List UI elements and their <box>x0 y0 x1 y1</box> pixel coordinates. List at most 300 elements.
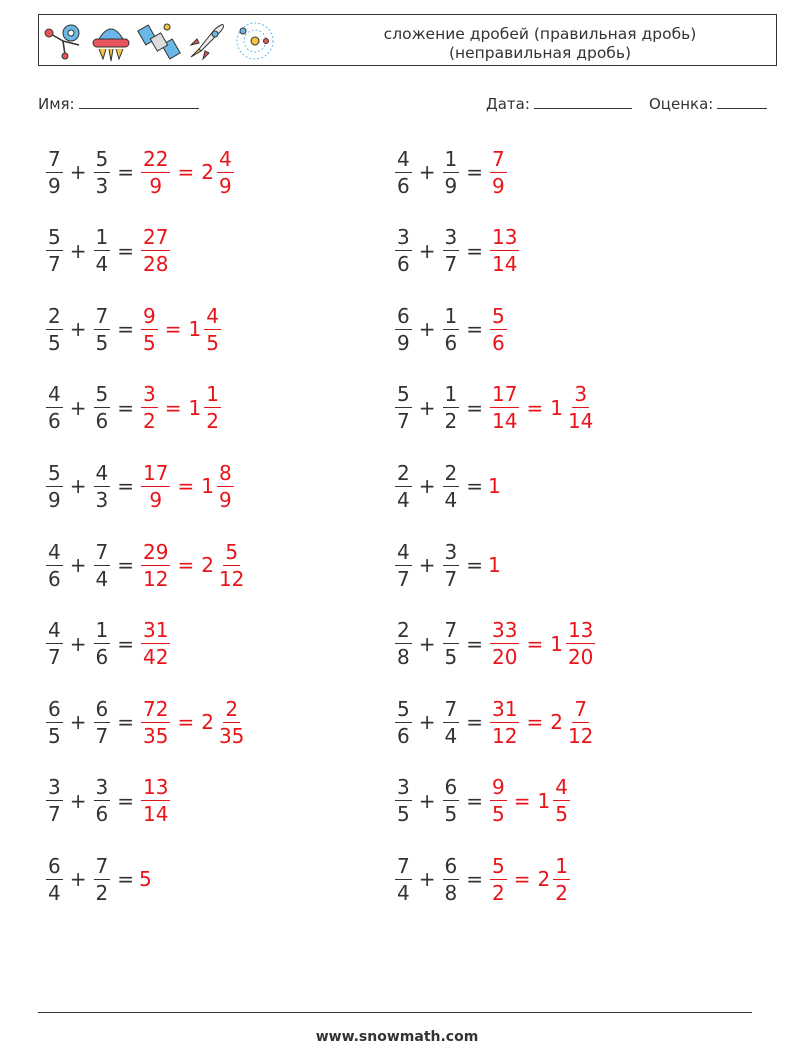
denominator: 2 <box>95 880 109 905</box>
denominator: 9 <box>218 173 232 198</box>
problem-item <box>44 692 248 752</box>
plus-sign: + <box>69 867 87 892</box>
problem-item <box>393 299 509 359</box>
mixed-whole-part: 2 <box>537 867 551 892</box>
fraction <box>443 854 460 905</box>
denominator: 12 <box>143 566 169 591</box>
numerator: 6 <box>397 303 410 328</box>
fraction <box>395 304 412 355</box>
fraction <box>490 775 507 826</box>
denominator: 9 <box>48 487 61 512</box>
numerator: 1 <box>444 146 458 171</box>
numerator: 2 <box>48 303 61 328</box>
answer-whole: 1 <box>488 474 501 499</box>
rocket-icon <box>185 19 229 63</box>
plus-sign: + <box>418 553 436 577</box>
name-field <box>38 94 199 113</box>
numerator: 9 <box>143 303 156 328</box>
problem-item <box>44 456 236 516</box>
fraction <box>141 225 170 276</box>
problem-item <box>393 142 509 202</box>
equals-sign: = <box>466 867 483 892</box>
fraction <box>443 461 460 512</box>
plus-sign: + <box>69 474 87 499</box>
numerator: 4 <box>95 460 109 485</box>
numerator: 4 <box>48 539 61 564</box>
fraction <box>443 382 460 433</box>
plus-sign: + <box>418 238 436 263</box>
numerator: 4 <box>555 775 568 800</box>
denominator: 20 <box>492 645 518 670</box>
fraction <box>395 618 412 669</box>
title-line-1: сложение дробей (правильная дробь) <box>383 25 697 43</box>
equals-sign: = <box>117 788 134 813</box>
denominator: 6 <box>492 330 505 355</box>
footer-url: www.snowmath.com <box>315 1029 479 1045</box>
answer-equals-sign: = <box>526 710 544 735</box>
numerator: 5 <box>48 460 61 485</box>
numerator: 5 <box>397 382 410 407</box>
equals-sign: = <box>117 553 134 577</box>
mixed-whole-part: 1 <box>188 317 202 342</box>
denominator: 3 <box>95 173 109 198</box>
denominator: 9 <box>492 173 505 198</box>
problem-item <box>393 535 501 595</box>
grade-label: Оценка: <box>649 95 714 113</box>
equals-sign: = <box>466 160 483 184</box>
numerator: 31 <box>492 696 518 721</box>
date-label: Дата: <box>486 95 530 113</box>
equals-sign: = <box>117 631 134 656</box>
denominator: 4 <box>48 880 61 905</box>
fraction <box>443 225 460 276</box>
fraction <box>566 382 595 433</box>
fraction <box>490 618 519 669</box>
problem-item <box>44 299 223 359</box>
plus-sign: + <box>418 160 436 184</box>
plus-sign: + <box>69 553 87 577</box>
fraction <box>566 618 595 669</box>
denominator: 5 <box>444 645 458 670</box>
problem-item <box>44 614 172 674</box>
fraction <box>46 854 63 905</box>
denominator: 4 <box>397 880 410 905</box>
mixed-whole-part: 1 <box>201 474 214 499</box>
fraction <box>94 775 111 826</box>
fraction <box>46 540 63 591</box>
fraction <box>566 697 595 748</box>
equals-sign: = <box>466 238 483 263</box>
numerator: 2 <box>444 460 458 485</box>
fraction <box>490 304 507 355</box>
numerator: 4 <box>48 382 61 407</box>
fraction <box>443 618 460 669</box>
numerator: 1 <box>95 225 109 250</box>
problem-item <box>393 378 597 438</box>
equals-sign: = <box>117 710 134 735</box>
fraction <box>141 147 170 198</box>
numerator: 5 <box>225 539 239 564</box>
grade-field <box>649 94 767 113</box>
numerator: 22 <box>143 146 169 171</box>
denominator: 5 <box>206 330 219 355</box>
solar-system-icon <box>233 19 277 63</box>
fraction <box>141 618 170 669</box>
denominator: 4 <box>444 723 458 748</box>
numerator: 7 <box>444 618 458 643</box>
denominator: 28 <box>143 252 169 277</box>
numerator: 4 <box>397 539 410 564</box>
problem-item <box>393 614 597 674</box>
fraction <box>94 461 111 512</box>
fraction <box>490 697 519 748</box>
numerator: 6 <box>444 853 458 878</box>
numerator: 3 <box>48 775 61 800</box>
numerator: 7 <box>95 539 109 564</box>
denominator: 9 <box>218 487 232 512</box>
mixed-whole-part: 1 <box>550 631 563 656</box>
numerator: 33 <box>492 618 518 643</box>
numerator: 2 <box>397 618 410 643</box>
numerator: 5 <box>397 696 410 721</box>
denominator: 7 <box>444 252 458 277</box>
denominator: 4 <box>397 487 410 512</box>
fraction <box>46 382 63 433</box>
numerator: 13 <box>143 775 169 800</box>
fraction <box>204 382 221 433</box>
satellite-icon <box>41 19 85 63</box>
denominator: 4 <box>95 566 109 591</box>
plus-sign: + <box>69 317 87 342</box>
equals-sign: = <box>117 238 134 263</box>
fraction <box>395 147 412 198</box>
denominator: 2 <box>143 409 156 434</box>
equals-sign: = <box>117 317 134 342</box>
fraction <box>395 461 412 512</box>
mixed-whole-part: 1 <box>188 395 202 420</box>
answer-equals-sign: = <box>513 788 531 813</box>
problem-item <box>44 142 236 202</box>
numerator: 5 <box>492 853 505 878</box>
fraction <box>94 225 111 276</box>
denominator: 7 <box>48 645 61 670</box>
numerator: 6 <box>48 696 61 721</box>
fraction <box>490 147 507 198</box>
denominator: 7 <box>48 802 61 827</box>
numerator: 3 <box>397 225 410 250</box>
numerator: 5 <box>492 303 505 328</box>
numerator: 8 <box>218 460 232 485</box>
header-icons <box>41 19 277 63</box>
equals-sign: = <box>466 631 483 656</box>
worksheet-title <box>330 25 750 63</box>
numerator: 5 <box>48 225 61 250</box>
fraction <box>443 304 460 355</box>
equals-sign: = <box>466 788 483 813</box>
numerator: 4 <box>206 303 219 328</box>
numerator: 7 <box>48 146 61 171</box>
fraction <box>395 775 412 826</box>
numerator: 4 <box>397 146 410 171</box>
fraction <box>94 540 111 591</box>
equals-sign: = <box>466 317 483 342</box>
plus-sign: + <box>69 710 87 735</box>
fraction <box>443 147 460 198</box>
denominator: 7 <box>444 566 458 591</box>
equals-sign: = <box>466 474 483 499</box>
plus-sign: + <box>69 160 87 184</box>
fraction <box>204 304 221 355</box>
problem-item <box>44 535 248 595</box>
fraction <box>46 147 63 198</box>
denominator: 2 <box>492 880 505 905</box>
denominator: 5 <box>48 330 61 355</box>
numerator: 3 <box>444 539 458 564</box>
numerator: 13 <box>567 618 594 643</box>
fraction <box>395 697 412 748</box>
fraction <box>217 461 234 512</box>
denominator: 12 <box>218 566 245 591</box>
answer-equals-sign: = <box>164 395 182 420</box>
numerator: 1 <box>555 853 568 878</box>
fraction <box>141 461 170 512</box>
answer-equals-sign: = <box>177 160 195 184</box>
numerator: 17 <box>143 460 169 485</box>
denominator: 6 <box>397 252 410 277</box>
fraction <box>46 775 63 826</box>
problem-item <box>44 378 223 438</box>
plus-sign: + <box>418 710 436 735</box>
fraction <box>395 854 412 905</box>
denominator: 8 <box>397 645 410 670</box>
fraction <box>46 697 63 748</box>
numerator: 3 <box>397 775 410 800</box>
denominator: 7 <box>48 252 61 277</box>
mixed-whole-part: 2 <box>201 710 214 735</box>
fraction <box>443 540 460 591</box>
answer-equals-sign: = <box>177 710 195 735</box>
numerator: 7 <box>397 853 410 878</box>
problem-item <box>393 849 572 909</box>
denominator: 6 <box>95 409 109 434</box>
denominator: 5 <box>143 330 156 355</box>
denominator: 9 <box>397 330 410 355</box>
numerator: 6 <box>48 853 61 878</box>
fraction <box>94 147 111 198</box>
denominator: 35 <box>218 723 245 748</box>
fraction <box>141 304 158 355</box>
footer-divider <box>38 1012 752 1013</box>
fraction <box>395 382 412 433</box>
denominator: 6 <box>95 802 109 827</box>
numerator: 4 <box>48 618 61 643</box>
mixed-whole-part: 2 <box>201 160 214 184</box>
answer-equals-sign: = <box>526 395 544 420</box>
denominator: 9 <box>149 173 163 198</box>
answer-equals-sign: = <box>513 867 531 892</box>
fraction <box>94 697 111 748</box>
answer-equals-sign: = <box>177 553 195 577</box>
plus-sign: + <box>418 867 436 892</box>
fraction <box>46 225 63 276</box>
mixed-whole-part: 1 <box>537 788 551 813</box>
fraction <box>553 775 570 826</box>
space-station-icon <box>137 19 181 63</box>
name-blank[interactable] <box>79 94 199 109</box>
denominator: 5 <box>48 723 61 748</box>
fraction <box>490 854 507 905</box>
denominator: 14 <box>492 409 518 434</box>
fraction <box>46 304 63 355</box>
denominator: 14 <box>492 252 518 277</box>
name-label: Имя: <box>38 95 75 113</box>
numerator: 4 <box>218 146 232 171</box>
denominator: 9 <box>48 173 61 198</box>
denominator: 7 <box>95 723 109 748</box>
denominator: 6 <box>397 723 410 748</box>
problem-item <box>393 692 597 752</box>
numerator: 9 <box>492 775 505 800</box>
plus-sign: + <box>418 631 436 656</box>
fraction <box>141 382 158 433</box>
denominator: 5 <box>397 802 410 827</box>
problem-item <box>44 771 172 831</box>
numerator: 3 <box>574 382 588 407</box>
denominator: 9 <box>444 173 458 198</box>
equals-sign: = <box>466 395 483 420</box>
problem-item <box>393 221 521 281</box>
answer-equals-sign: = <box>164 317 182 342</box>
numerator: 6 <box>95 696 109 721</box>
denominator: 12 <box>567 723 594 748</box>
answer-whole: 1 <box>488 553 501 577</box>
fraction <box>395 225 412 276</box>
fraction <box>141 540 170 591</box>
numerator: 7 <box>492 146 505 171</box>
denominator: 2 <box>206 409 219 434</box>
title-line-2: (неправильная дробь) <box>448 44 632 62</box>
numerator: 29 <box>143 539 169 564</box>
plus-sign: + <box>418 395 436 420</box>
denominator: 6 <box>397 173 410 198</box>
denominator: 6 <box>48 566 61 591</box>
denominator: 5 <box>492 802 505 827</box>
denominator: 3 <box>95 487 109 512</box>
fraction <box>46 461 63 512</box>
numerator: 31 <box>143 618 169 643</box>
fraction <box>94 304 111 355</box>
denominator: 14 <box>143 802 169 827</box>
numerator: 1 <box>206 382 219 407</box>
denominator: 9 <box>149 487 163 512</box>
fraction <box>46 618 63 669</box>
numerator: 7 <box>95 853 109 878</box>
plus-sign: + <box>69 238 87 263</box>
denominator: 4 <box>95 252 109 277</box>
plus-sign: + <box>418 317 436 342</box>
fraction <box>94 382 111 433</box>
plus-sign: + <box>418 474 436 499</box>
numerator: 13 <box>492 225 518 250</box>
plus-sign: + <box>69 631 87 656</box>
numerator: 5 <box>95 382 109 407</box>
ufo-icon <box>89 19 133 63</box>
equals-sign: = <box>117 160 134 184</box>
denominator: 20 <box>567 645 594 670</box>
denominator: 35 <box>143 723 169 748</box>
date-field <box>486 94 632 113</box>
equals-sign: = <box>466 553 483 577</box>
numerator: 1 <box>444 382 458 407</box>
numerator: 7 <box>444 696 458 721</box>
numerator: 3 <box>444 225 458 250</box>
fraction <box>443 775 460 826</box>
fraction <box>217 147 234 198</box>
fraction <box>94 618 111 669</box>
denominator: 6 <box>444 330 458 355</box>
fraction <box>94 854 111 905</box>
mixed-whole-part: 1 <box>550 395 563 420</box>
mixed-whole-part: 2 <box>550 710 563 735</box>
numerator: 3 <box>143 382 156 407</box>
fraction <box>490 382 519 433</box>
denominator: 5 <box>444 802 458 827</box>
numerator: 5 <box>95 146 109 171</box>
grade-blank[interactable] <box>717 94 767 109</box>
denominator: 14 <box>567 409 594 434</box>
numerator: 6 <box>444 775 458 800</box>
mixed-whole-part: 2 <box>201 553 214 577</box>
numerator: 1 <box>95 618 109 643</box>
numerator: 17 <box>492 382 518 407</box>
answer-equals-sign: = <box>526 631 544 656</box>
numerator: 7 <box>95 303 109 328</box>
answer-whole: 5 <box>139 867 152 892</box>
problem-item <box>44 221 172 281</box>
denominator: 12 <box>492 723 518 748</box>
denominator: 5 <box>555 802 568 827</box>
denominator: 2 <box>444 409 458 434</box>
fraction <box>141 775 170 826</box>
plus-sign: + <box>418 788 436 813</box>
denominator: 6 <box>48 409 61 434</box>
denominator: 7 <box>397 409 410 434</box>
equals-sign: = <box>117 395 134 420</box>
plus-sign: + <box>69 395 87 420</box>
denominator: 6 <box>95 645 109 670</box>
answer-equals-sign: = <box>177 474 195 499</box>
date-blank[interactable] <box>534 94 632 109</box>
fraction <box>490 225 519 276</box>
numerator: 27 <box>143 225 169 250</box>
fraction <box>141 697 170 748</box>
denominator: 4 <box>444 487 458 512</box>
denominator: 2 <box>555 880 568 905</box>
plus-sign: + <box>69 788 87 813</box>
denominator: 42 <box>143 645 169 670</box>
fraction <box>217 697 246 748</box>
equals-sign: = <box>117 867 134 892</box>
worksheet-header <box>38 14 777 66</box>
denominator: 5 <box>95 330 109 355</box>
numerator: 2 <box>225 696 239 721</box>
numerator: 2 <box>397 460 410 485</box>
problem-item <box>393 771 572 831</box>
numerator: 1 <box>444 303 458 328</box>
denominator: 8 <box>444 880 458 905</box>
problem-item <box>393 456 501 516</box>
fraction <box>443 697 460 748</box>
